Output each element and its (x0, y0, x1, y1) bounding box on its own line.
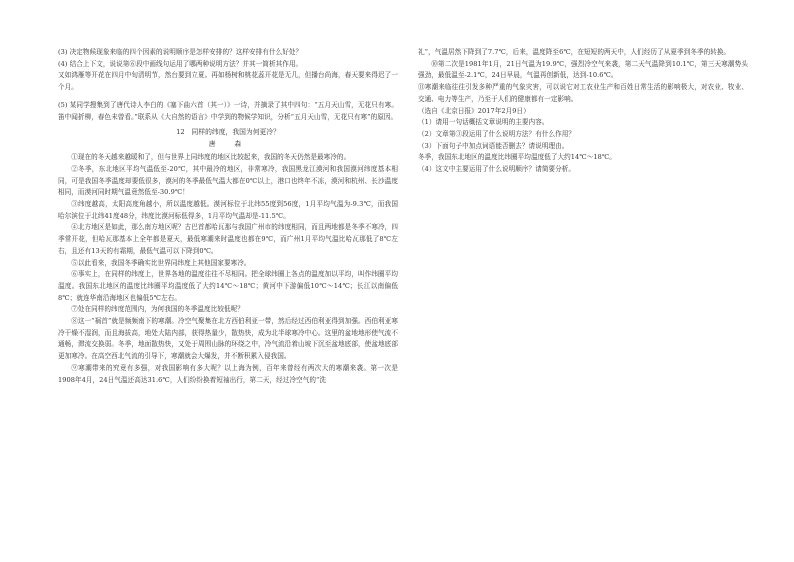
paragraph-11: ⑪寒潮来临往往引发多种严重的气象灾害，可以说它对工农业生产和百姓日常生活的影响极大，对农业、牧业、交通、电力等生产，乃至于人们的健康都有一定影响。 (418, 83, 748, 103)
question-3-sentence: 冬季，我国东北地区的温度比纬圈平均温度低了大约14℃～18℃。 (418, 153, 616, 162)
paragraph-9-continued: 礼”，气温居然下降到了7.7℃，后来，温度降至6℃，在短短的两天中，人们经历了从夏季到冬季的转换。 (418, 48, 731, 56)
question-3: (3) 决定物候现象来临的四个因素的说明顺序是怎样安排的？这样安排有什么好处？ (58, 48, 303, 56)
question-5: (5) 某同学搜集到了唐代诗人李白的《塞下曲六首（其一）》一诗，并摘录了其中四句：“五月天山雪，无花只有寒。笛中闻折柳，春色未曾看。”联系从《大自然的语言》中学到的物候学知识，分析“五月天山雪，无花只有寒”的原因。 (58, 100, 398, 121)
question-2: （2）文章第③段运用了什么说明方法？有什么作用？ (418, 129, 576, 138)
question-4: （4）这文中主要运用了什么说明顺序？请简要分析。 (418, 165, 576, 174)
paragraph-9: ⑨寒潮带来的究竟有多强，对我国影响有多大呢？以上海为例，百年来曾经有两次大的寒潮来袭。第一次是1908年4月，24日气温还高达31.6℃，人们纷纷换着短袖出行，第二天，经过冷空气的“洗 (58, 363, 398, 384)
paragraph-5: ⑤以此看来，我国冬季确实比世界同纬度上其他国家要寒冷。 (71, 258, 251, 267)
paragraph-2: ②冬季，东北地区平均气温低至-20℃，其中最冷的地区，非常寒冷，我国黑龙江漠河和我国漠河纬度基本相同，可是我国冬季温度却要低很多，漠河的冬季最低气温大都在0℃以上，港口也终年不冻，漠河和杭州、长沙温度相同，而漠河同时期气温竟然低至-30.9℃！ (58, 164, 398, 197)
article-title: 12 同样的纬度，我国为何更冷？ (176, 128, 280, 137)
question-4-prompt: (4) 结合上下文，说说第⑥段中画线句运用了哪两种说明方法？并其一简析其作用。 (58, 59, 303, 68)
paragraph-4: ④北方地区是如此，那么南方地区呢？古巴首都哈瓦那与我国广州市的纬度相同，而且两地都是冬季不寒冷，四季常开花，但哈瓦那基本上全年都是夏天，最低寒潮来时温度也都在9℃，而广州1月平均气温比哈瓦那低了8℃左右，且还有13天的有霜期，最低气温可以下降到0℃。 (58, 223, 398, 255)
paragraph-3: ③纬度越高，太阳高度角越小，所以温度越低。漠河标位于北纬55度到56度，1月平均气温为-9.3℃，而我国哈尔滨位于北纬41度48分，纬度比漠河标低得多，1月平均气温却是-11.5℃。 (58, 200, 398, 220)
question-1: （1）请用一句话概括文章说明的主要内容。 (418, 118, 549, 127)
article-source: （选自《北京日报》2017年2月9日） (418, 106, 530, 115)
paragraph-10: ⑩第二次是1981年1月，21日气温为19.9℃，强烈冷空气来袭，第二天气温降到10.1℃，第三天寒潮势头强劲，最低温至-2.1℃，24日早晨，气温再创新低，达到-10.6℃。 (418, 59, 748, 80)
right-column (418, 0, 748, 176)
paragraph-8: ⑧这一“祸首”就是频频南下的寒潮。冷空气聚集在北方西伯利亚一带，然后经过西伯利亚得到加强。西伯利亚寒冷干燥不湿润，而且海拔高，地处大陆内部，获得热量少，散热快，成为北半球寒冷中心。这里的盆地地形使气流不通畅，滞流交换弱。冬季，地面散热快，又处于周围山脉的环绕之中，冷气流沿着山坡下沉至盆地底部，使盆地底部更加寒冷。在高空西北气流的引导下，寒潮就会大爆发，并不断积累入侵我国。 (58, 317, 398, 361)
paragraph-6: ⑥事实上，在同样的纬度上，世界各地的温度往往不尽相同。把全球纬圈上各点的温度加以平均，叫作纬圈平均温度。我国东北地区的温度比纬圈平均温度低了大约14℃～18℃；黄河中下游偏低10℃～14℃；长江以南偏低8℃；就连华南沿海地区也偏低5℃左右。 (58, 270, 398, 302)
left-column (58, 0, 398, 386)
paragraph-1: ①现在的冬天越来越暖和了，但与世界上同纬度的地区比较起来，我国的冬天仍然是最寒冷的。 (71, 153, 351, 162)
article-author: 唐 森 (208, 140, 248, 149)
paragraph-7: ⑦处在同样的纬度范围内，为何我国的冬季温度比较低呢？ (71, 305, 244, 314)
question-4-sentence: 又如鸿雁等开花在四月中旬清明节，然台要到立夏。再如杨树和桃花蕊开花是无几，但播台尚海，春天要来得迟了一个月。 (58, 71, 398, 92)
question-3: （3）下面句子中加点词语能否删去？请说明理由。 (418, 141, 569, 150)
